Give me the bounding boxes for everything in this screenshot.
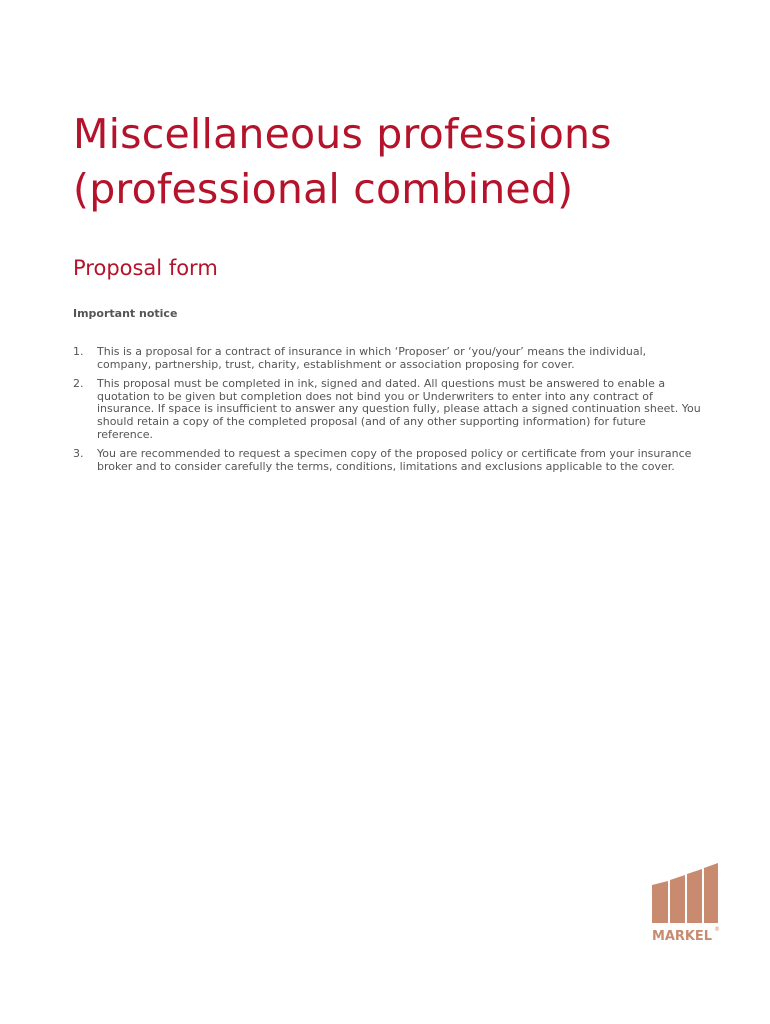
notice-number: 1. [73,345,84,358]
notice-text: You are recommended to request a specimen copy of the proposed policy or certificate from your insurance broker and to consider carefully the terms, conditions, limitations and exclusions applicable to the cover. [97,447,692,473]
notice-list [73,346,703,480]
markel-logo-mark [652,863,718,923]
notice-item [73,448,703,473]
markel-logo-wordmark [652,926,720,942]
svg-text:®: ® [714,926,720,933]
svg-text:MARKEL: MARKEL [652,929,712,942]
notice-item [73,378,703,441]
notice-text: This proposal must be completed in ink, signed and dated. All questions must be answered to enable a quotation to be given but completion does not bind you or Underwriters to enter into any contract of insurance. If space is insufficient to answer any question fully, please attach a signed continuation sheet. You should retain a copy of the completed proposal (and of any other supporting information) for future reference. [97,377,701,441]
markel-logo-icon [649,862,721,942]
notice-item [73,346,703,371]
document-title: Miscellaneous professions (professional combined) [73,110,612,213]
document-subtitle: Proposal form [73,256,218,280]
notice-number: 2. [73,377,84,391]
notice-heading: Important notice [73,307,178,320]
notice-text: This is a proposal for a contract of insurance in which ‘Proposer’ or ‘you/your’ means the individual, company, partnership, trust, charity, establishment or association proposing for cover. [97,345,647,371]
notice-number: 3. [73,447,84,461]
